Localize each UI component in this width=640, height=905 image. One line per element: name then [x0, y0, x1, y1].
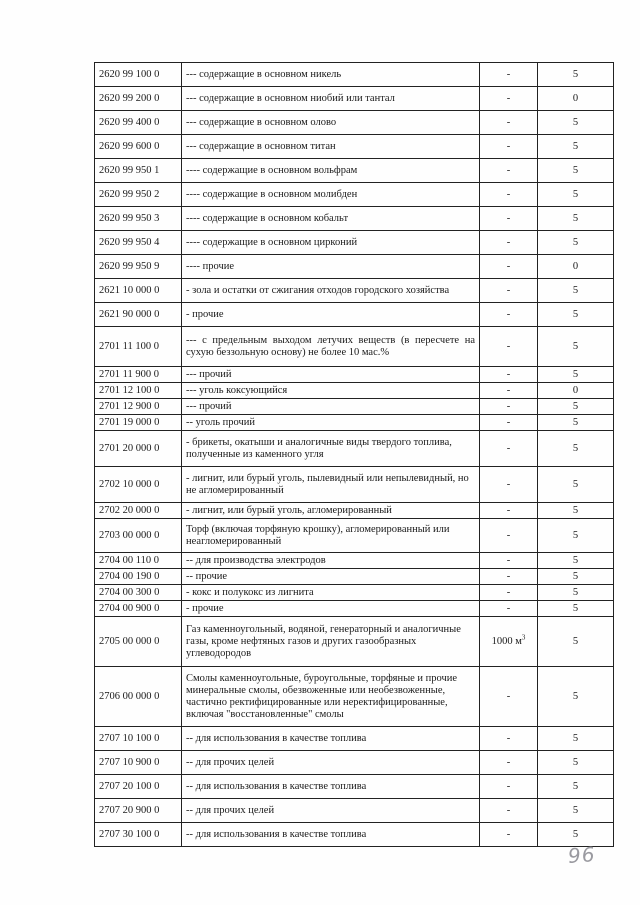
table-row — [95, 415, 614, 431]
goods-description: ---- содержащие в основном цирконий — [182, 231, 480, 255]
unit-cell: - — [480, 585, 538, 601]
goods-description: Торф (включая торфяную крошку), агломерированный или неагломерированный — [182, 519, 480, 553]
tariff-code: 2707 20 900 0 — [95, 799, 182, 823]
tariff-code: 2704 00 110 0 — [95, 553, 182, 569]
goods-description: -- для прочих целей — [182, 751, 480, 775]
goods-description: --- прочий — [182, 399, 480, 415]
tariff-code: 2701 19 000 0 — [95, 415, 182, 431]
table-row — [95, 279, 614, 303]
table-row — [95, 751, 614, 775]
duty-rate: 5 — [538, 467, 614, 503]
unit-cell: - — [480, 823, 538, 847]
unit-cell: - — [480, 207, 538, 231]
goods-description: - кокс и полукокс из лигнита — [182, 585, 480, 601]
goods-description: - зола и остатки от сжигания отходов городского хозяйства — [182, 279, 480, 303]
table-row — [95, 727, 614, 751]
unit-label: 1000 м — [491, 635, 522, 647]
unit-cell: - — [480, 87, 538, 111]
table-row — [95, 601, 614, 617]
duty-rate: 5 — [538, 415, 614, 431]
tariff-code: 2701 11 900 0 — [95, 367, 182, 383]
tariff-code: 2620 99 950 2 — [95, 183, 182, 207]
duty-rate: 0 — [538, 87, 614, 111]
table-row — [95, 135, 614, 159]
table-row — [95, 183, 614, 207]
table-row — [95, 775, 614, 799]
table-row — [95, 503, 614, 519]
table-row — [95, 231, 614, 255]
table-row — [95, 87, 614, 111]
unit-cell: - — [480, 415, 538, 431]
tariff-code: 2702 10 000 0 — [95, 467, 182, 503]
table-row — [95, 431, 614, 467]
unit-cell: - — [480, 367, 538, 383]
unit-cell: - — [480, 231, 538, 255]
duty-rate: 5 — [538, 569, 614, 585]
goods-description: ---- прочие — [182, 255, 480, 279]
table-row — [95, 399, 614, 415]
tariff-code: 2620 99 400 0 — [95, 111, 182, 135]
unit-cell: - — [480, 519, 538, 553]
duty-rate: 5 — [538, 367, 614, 383]
duty-rate: 5 — [538, 159, 614, 183]
unit-cell: - — [480, 431, 538, 467]
goods-description: - брикеты, окатыши и аналогичные виды твердого топлива, полученные из каменного угля — [182, 431, 480, 467]
duty-rate: 5 — [538, 503, 614, 519]
unit-cell: - — [480, 751, 538, 775]
table-row — [95, 569, 614, 585]
table-row — [95, 303, 614, 327]
tariff-code: 2620 99 200 0 — [95, 87, 182, 111]
table-row — [95, 159, 614, 183]
duty-rate: 5 — [538, 553, 614, 569]
duty-rate: 5 — [538, 135, 614, 159]
tariff-code: 2702 20 000 0 — [95, 503, 182, 519]
table-row — [95, 799, 614, 823]
duty-rate: 5 — [538, 279, 614, 303]
duty-rate: 5 — [538, 231, 614, 255]
duty-rate: 5 — [538, 751, 614, 775]
goods-description: -- прочие — [182, 569, 480, 585]
goods-description: --- прочий — [182, 367, 480, 383]
tariff-code: 2701 12 100 0 — [95, 383, 182, 399]
tariff-code: 2620 99 600 0 — [95, 135, 182, 159]
duty-rate: 5 — [538, 519, 614, 553]
tariff-code: 2621 10 000 0 — [95, 279, 182, 303]
duty-rate: 5 — [538, 823, 614, 847]
goods-description: - лигнит, или бурый уголь, пылевидный или непылевидный, но не агломерированный — [182, 467, 480, 503]
table-row — [95, 367, 614, 383]
tariff-code: 2706 00 000 0 — [95, 667, 182, 727]
unit-cell: - — [480, 601, 538, 617]
table-row — [95, 111, 614, 135]
unit-cell: - — [480, 569, 538, 585]
goods-description: - прочие — [182, 303, 480, 327]
tariff-code: 2620 99 950 4 — [95, 231, 182, 255]
tariff-code: 2707 10 900 0 — [95, 751, 182, 775]
duty-rate: 5 — [538, 601, 614, 617]
goods-description: --- с предельным выходом летучих веществ (в пересчете на сухую беззольную основу) не более 10 мас.% — [182, 327, 480, 367]
unit-cell: - — [480, 399, 538, 415]
tariff-code: 2707 20 100 0 — [95, 775, 182, 799]
goods-description: ---- содержащие в основном вольфрам — [182, 159, 480, 183]
goods-description: ---- содержащие в основном молибден — [182, 183, 480, 207]
goods-description: -- уголь прочий — [182, 415, 480, 431]
goods-description: - прочие — [182, 601, 480, 617]
tariff-code: 2620 99 950 9 — [95, 255, 182, 279]
unit-cell: - — [480, 159, 538, 183]
goods-description: - лигнит, или бурый уголь, агломерированный — [182, 503, 480, 519]
goods-description: -- для использования в качестве топлива — [182, 727, 480, 751]
unit-cell — [480, 617, 538, 667]
tariff-code: 2620 99 950 3 — [95, 207, 182, 231]
goods-description: Смолы каменноугольные, буроугольные, торфяные и прочие минеральные смолы, обезвоженные или необезвоженные, частично ректифицированные или неректифицированные, включая "восстановленные" смолы — [182, 667, 480, 727]
unit-cell: - — [480, 553, 538, 569]
handwritten-page-number: 96 — [567, 842, 597, 868]
table-row — [95, 585, 614, 601]
duty-rate: 5 — [538, 327, 614, 367]
duty-rate: 5 — [538, 799, 614, 823]
tariff-code: 2705 00 000 0 — [95, 617, 182, 667]
duty-rate: 5 — [538, 207, 614, 231]
goods-description: --- содержащие в основном титан — [182, 135, 480, 159]
tariff-code: 2701 11 100 0 — [95, 327, 182, 367]
table-row — [95, 327, 614, 367]
duty-rate: 5 — [538, 63, 614, 87]
table-row — [95, 823, 614, 847]
duty-rate: 5 — [538, 667, 614, 727]
goods-description: --- уголь коксующийся — [182, 383, 480, 399]
goods-description: -- для прочих целей — [182, 799, 480, 823]
unit-cell: - — [480, 467, 538, 503]
table-row — [95, 467, 614, 503]
tariff-code: 2707 30 100 0 — [95, 823, 182, 847]
tariff-code: 2621 90 000 0 — [95, 303, 182, 327]
duty-rate: 5 — [538, 303, 614, 327]
goods-description: --- содержащие в основном ниобий или тантал — [182, 87, 480, 111]
duty-rate: 5 — [538, 727, 614, 751]
unit-cell: - — [480, 183, 538, 207]
duty-rate: 5 — [538, 775, 614, 799]
duty-rate: 5 — [538, 399, 614, 415]
unit-cell: - — [480, 775, 538, 799]
tariff-code: 2704 00 300 0 — [95, 585, 182, 601]
unit-cell: - — [480, 503, 538, 519]
unit-cell: - — [480, 383, 538, 399]
duty-rate: 0 — [538, 255, 614, 279]
table-row — [95, 553, 614, 569]
table-row — [95, 383, 614, 399]
duty-rate: 5 — [538, 183, 614, 207]
unit-cell: - — [480, 667, 538, 727]
unit-cell: - — [480, 303, 538, 327]
goods-description: -- для использования в качестве топлива — [182, 775, 480, 799]
goods-description: ---- содержащие в основном кобальт — [182, 207, 480, 231]
goods-description: --- содержащие в основном никель — [182, 63, 480, 87]
goods-description: --- содержащие в основном олово — [182, 111, 480, 135]
table-row — [95, 63, 614, 87]
tariff-code: 2704 00 190 0 — [95, 569, 182, 585]
table-row — [95, 667, 614, 727]
table-row — [95, 617, 614, 667]
duty-rate: 5 — [538, 431, 614, 467]
unit-cell: - — [480, 279, 538, 303]
tariff-code: 2704 00 900 0 — [95, 601, 182, 617]
tariff-code: 2707 10 100 0 — [95, 727, 182, 751]
duty-rate: 0 — [538, 383, 614, 399]
duty-rate: 5 — [538, 111, 614, 135]
duty-rate: 5 — [538, 585, 614, 601]
tariff-code: 2701 20 000 0 — [95, 431, 182, 467]
unit-superscript: 3 — [521, 633, 526, 641]
tariff-code: 2620 99 100 0 — [95, 63, 182, 87]
tariff-table — [94, 62, 614, 847]
duty-rate: 5 — [538, 617, 614, 667]
tariff-code: 2703 00 000 0 — [95, 519, 182, 553]
unit-cell: - — [480, 799, 538, 823]
goods-description: Газ каменноугольный, водяной, генераторный и аналогичные газы, кроме нефтяных газов и других газообразных углеводородов — [182, 617, 480, 667]
unit-cell: - — [480, 135, 538, 159]
unit-cell: - — [480, 327, 538, 367]
unit-cell: - — [480, 63, 538, 87]
table-row — [95, 255, 614, 279]
goods-description: -- для использования в качестве топлива — [182, 823, 480, 847]
unit-cell: - — [480, 255, 538, 279]
unit-cell: - — [480, 111, 538, 135]
table-row — [95, 519, 614, 553]
tariff-code: 2701 12 900 0 — [95, 399, 182, 415]
unit-cell: - — [480, 727, 538, 751]
tariff-code: 2620 99 950 1 — [95, 159, 182, 183]
goods-description: -- для производства электродов — [182, 553, 480, 569]
table-row — [95, 207, 614, 231]
